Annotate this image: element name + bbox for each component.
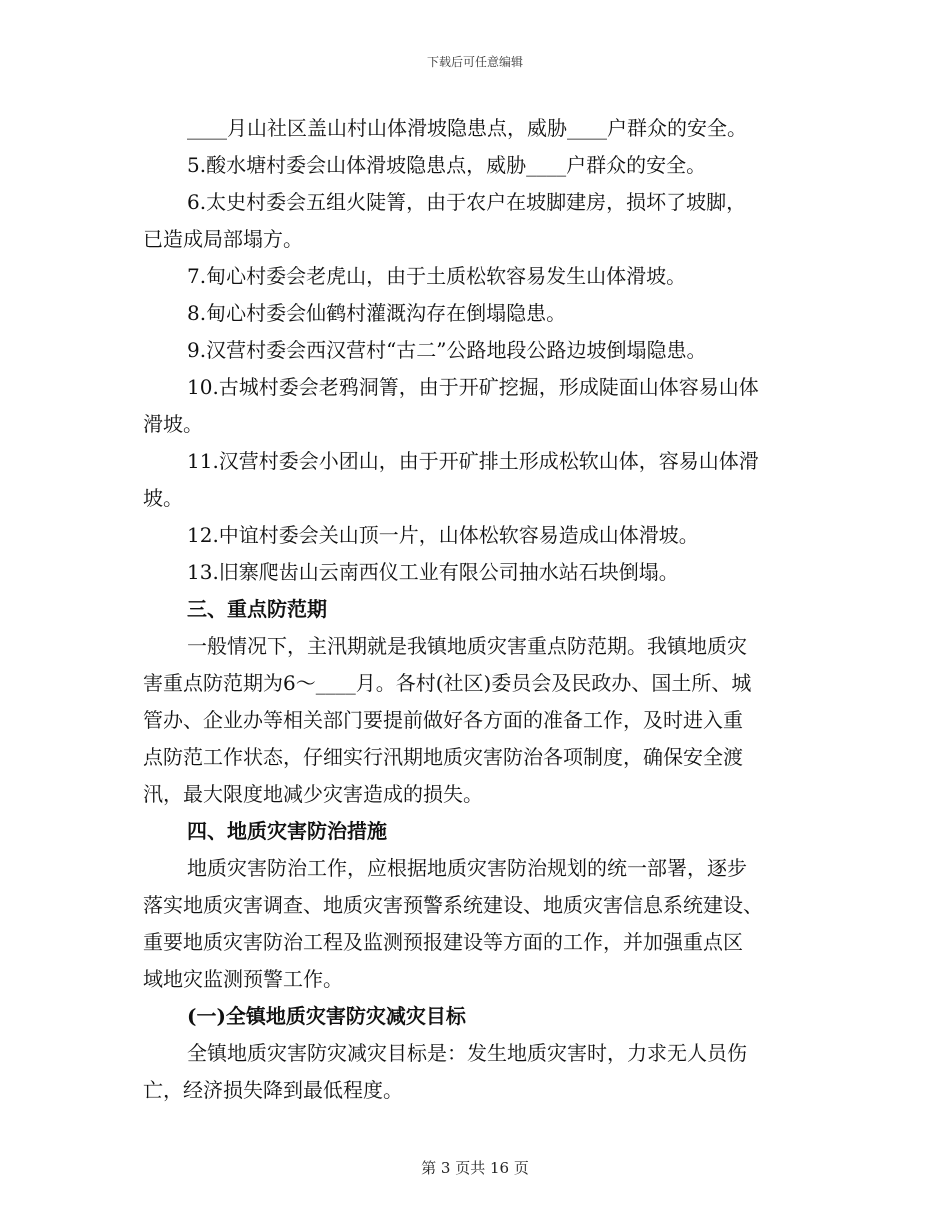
list-item: 7.甸心村委会老虎山，由于土质松软容易发生山体滑坡。 bbox=[187, 264, 687, 288]
subsection-heading: (一)全镇地质灾害防灾减灾目标 bbox=[187, 1004, 466, 1028]
paragraph-line: 害重点防范期为6～____月。各村(社区)委员会及民政办、国土所、城 bbox=[143, 671, 752, 695]
list-item: ____月山社区盖山村山体滑坡隐患点，威胁____户群众的安全。 bbox=[187, 116, 747, 140]
paragraph-line: 管办、企业办等相关部门要提前做好各方面的准备工作，及时进入重 bbox=[143, 708, 743, 732]
list-item: 5.酸水塘村委会山体滑坡隐患点，威胁____户群众的安全。 bbox=[187, 153, 707, 177]
document-body bbox=[143, 110, 809, 1109]
paragraph-line: 亡，经济损失降到最低程度。 bbox=[143, 1078, 403, 1102]
list-item: 13.旧寨爬齿山云南西仪工业有限公司抽水站石块倒塌。 bbox=[187, 560, 679, 584]
section-heading: 三、重点防范期 bbox=[187, 597, 327, 621]
list-item: 12.中谊村委会关山顶一片，山体松软容易造成山体滑坡。 bbox=[187, 523, 699, 547]
section-heading: 四、地质灾害防治措施 bbox=[187, 819, 387, 843]
list-item: 10.古城村委会老鸦洞箐，由于开矿挖掘，形成陡面山体容易山体 bbox=[187, 375, 759, 399]
paragraph-line: 域地灾监测预警工作。 bbox=[143, 967, 343, 991]
list-item: 6.太史村委会五组火陡箐，由于农户在坡脚建房，损坏了坡脚， bbox=[187, 190, 747, 214]
paragraph-line: 全镇地质灾害防灾减灾目标是：发生地质灾害时，力求无人员伤 bbox=[187, 1041, 747, 1065]
list-item: 9.汉营村委会西汉营村“古二”公路地段公路边坡倒塌隐患。 bbox=[187, 338, 707, 362]
paragraph-line: 点防范工作状态，仔细实行汛期地质灾害防治各项制度，确保安全渡 bbox=[143, 745, 743, 769]
paragraph-line: 重要地质灾害防治工程及监测预报建设等方面的工作，并加强重点区 bbox=[143, 930, 743, 954]
paragraph-line: 地质灾害防治工作，应根据地质灾害防治规划的统一部署，逐步 bbox=[187, 856, 747, 880]
list-item: 8.甸心村委会仙鹤村灌溉沟存在倒塌隐患。 bbox=[187, 301, 567, 325]
page-header: 下载后可任意编辑 bbox=[426, 55, 523, 69]
list-item-continuation: 滑坡。 bbox=[143, 412, 203, 436]
list-item-continuation: 坡。 bbox=[143, 486, 183, 510]
list-item: 11.汉营村委会小团山，由于开矿排土形成松软山体，容易山体滑 bbox=[187, 449, 759, 473]
paragraph-line: 汛，最大限度地减少灾害造成的损失。 bbox=[143, 782, 483, 806]
list-item-continuation: 已造成局部塌方。 bbox=[143, 227, 303, 251]
paragraph-line: 一般情况下，主汛期就是我镇地质灾害重点防范期。我镇地质灾 bbox=[187, 634, 747, 658]
paragraph-line: 落实地质灾害调查、地质灾害预警系统建设、地质灾害信息系统建设、 bbox=[143, 893, 763, 917]
page-footer: 第 3 页共 16 页 bbox=[421, 1159, 529, 1177]
